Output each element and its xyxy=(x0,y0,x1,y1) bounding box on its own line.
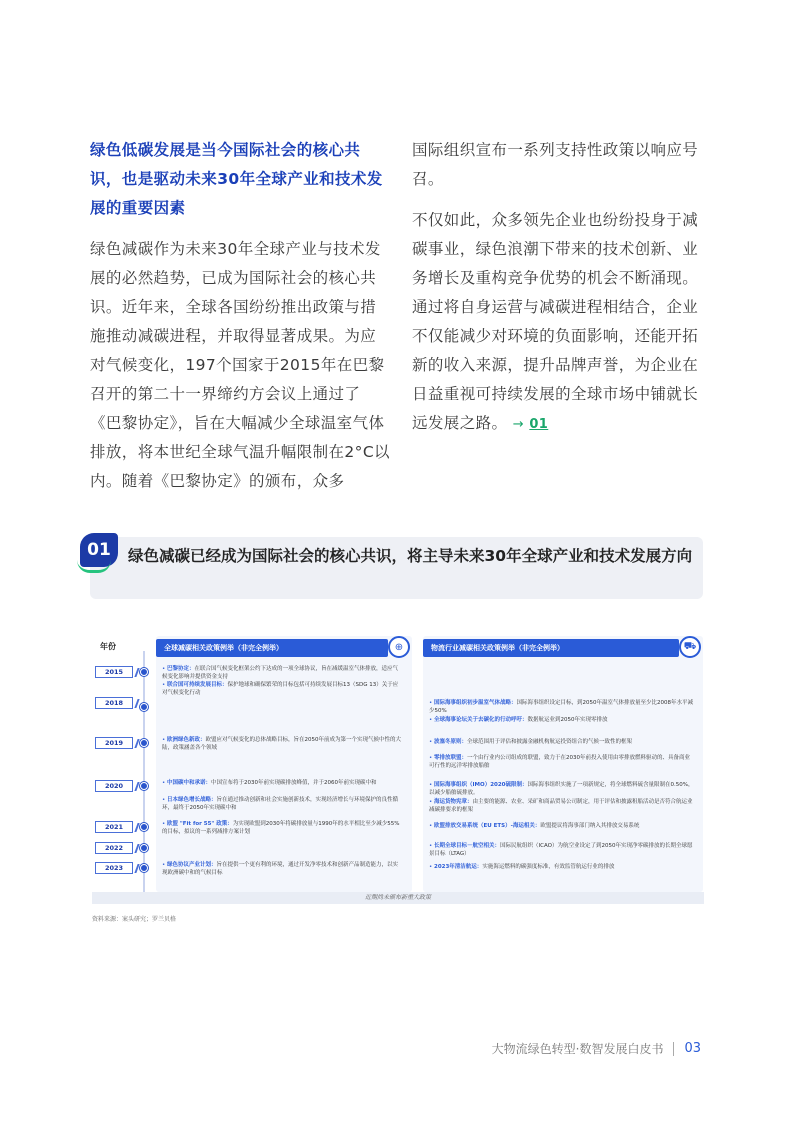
policy-entry: • 中国碳中和承诺：中国宣布将于2030年前实现碳排放峰值，并于2060年前实现碳中和 xyxy=(162,780,377,786)
policy-entry: • 2023年清洁航运：实施海运燃料的碳强度标准，有效监管航运行业的排放 xyxy=(429,864,615,870)
year-tag: 2022 xyxy=(95,842,133,854)
section-number-badge: 01 xyxy=(80,533,118,567)
timeline-dot xyxy=(140,782,148,790)
year-tag: 2021 xyxy=(95,821,133,833)
globe-icon: ⊕ xyxy=(388,636,410,658)
figure-caption: 近期尚未颁布新重大政策 xyxy=(92,892,704,904)
panel-title: 物流行业减碳相关政策例举（非完全例举） xyxy=(423,639,679,657)
year-tag: 2015 xyxy=(95,666,133,678)
policy-timeline-figure xyxy=(92,636,704,904)
global-policy-panel xyxy=(156,636,412,892)
truck-icon: ⛟ xyxy=(679,636,701,658)
reference-link[interactable]: 01 xyxy=(529,417,549,432)
policy-entry: • 国际海事组织初步温室气体战略：国际海事组织设定目标，到2050年温室气体排放量至少比2008年水平减少50% xyxy=(429,700,694,714)
policy-entry: • 日本绿色增长战略：旨在通过推动创新和社会实施创新技术，实现经济增长与环境保护的良性循环，最终于2050年实现碳中和 xyxy=(162,797,399,811)
body-paragraph-2 xyxy=(412,206,710,439)
body-paragraph-1: 国际组织宣布一系列支持性政策以响应号召。 xyxy=(412,141,699,188)
year-tag: 2018 xyxy=(95,697,133,709)
panel-title: 全球减碳相关政策例举（非完全例举） xyxy=(156,639,388,657)
left-column xyxy=(90,136,390,508)
body-paragraph-2-text: 不仅如此，众多领先企业也纷纷投身于减碳事业，绿色浪潮下带来的技术创新、业务增长及重构竞争优势的机会不断涌现。通过将自身运营与减碳进程相结合，企业不仅能减少对环境的负面影响，还能开拓新的收入来源，提升品牌声誉，为企业在日益重视可持续发展的全球市场中铺就长远发展之路。 xyxy=(412,211,699,432)
section-heading: 绿色低碳发展是当今国际社会的核心共识，也是驱动未来30年全球产业和技术发展的重要因素 xyxy=(90,141,383,217)
policy-entry: • 零排放联盟：一个由行业内公司组成的联盟，致力于在2030年前投入使用由零排放燃料驱动的、具备商业可行性的远洋零排放船舶 xyxy=(429,755,691,769)
policy-entry: • 全球海事论坛关于去碳化的行动呼吁：数据航运业到2050年实现零排放 xyxy=(429,717,608,723)
policy-entry: • 欧洲绿色新政：欧盟应对气候变化的总体战略目标，旨在2050年前成为第一个实现气候中性的大陆，政策涵盖各个领域 xyxy=(162,737,402,751)
policy-entry: • 长期全球目标－航空相关：国际民航组织（ICAO）为航空业设定了到2050年实现净零碳排放的长期全球愿景目标（LTAG） xyxy=(429,843,693,857)
timeline-dot xyxy=(140,739,148,747)
policy-entry: • 绿色协议产业计划：旨在提供一个更有利的环境，通过开发净零技术和创新产品制造能力，以实现欧洲碳中和的气候目标 xyxy=(162,862,399,876)
body-paragraph: 绿色减碳作为未来30年全球产业与技术发展的必然趋势，已成为国际社会的核心共识。近年来，全球各国纷纷推出政策与措施推动减碳进程，并取得显著成果。为应对气候变化，197个国家于2015年在巴黎召开的第二十一界缔约方会议上通过了《巴黎协定》，旨在大幅减少全球温室气体排放，将本世纪全球气温升幅限制在2°C以内。随着《巴黎协定》的颁布，众多 xyxy=(90,240,390,490)
year-tag: 2020 xyxy=(95,780,133,792)
policy-entry: • 欧盟 "Fit for 55" 政策：为实现欧盟到2030年将碳排放量与1990年的水平相比至少减少55%的目标，拟议的一系列减排方案计划 xyxy=(162,821,400,835)
right-column xyxy=(412,136,710,451)
timeline-dot xyxy=(140,823,148,831)
policy-entry: • 欧盟排放交易系统（EU ETS）-海运相关：欧盟提议将海事部门纳入其排放交易系统 xyxy=(429,823,640,829)
policy-entry: • 联合国可持续发展目标：保护地球和确保繁荣的目标包括可持续发展目标13（SDG 13）关于应对气候变化行动 xyxy=(162,682,399,696)
timeline-dot xyxy=(140,668,148,676)
year-tag: 2019 xyxy=(95,737,133,749)
policy-entry: • 国际海事组织（IMO）2020硫限制：国际海事组织实施了一项新规定，将全球燃料硫含量限制在0.50%，以减少船舶硫排放。 xyxy=(429,782,694,796)
page-number: 03 xyxy=(684,1041,701,1056)
section-title: 绿色减碳已经成为国际社会的核心共识，将主导未来30年全球产业和技术发展方向 xyxy=(128,547,693,565)
footer-title: 大物流绿色转型·数智发展白皮书 xyxy=(491,1042,664,1056)
page-footer xyxy=(492,1040,701,1057)
timeline-dot xyxy=(140,703,148,711)
link-arrow-icon: → xyxy=(512,417,525,432)
footer-divider xyxy=(673,1042,674,1056)
policy-entry: • 巴黎协定：在联合国气候变化框架公约下达成的一项全球协议，旨在减缓温室气体排放，适应气候变化影响并提供资金支持 xyxy=(162,666,399,680)
timeline-line xyxy=(143,651,145,896)
timeline-dot xyxy=(140,844,148,852)
source-note: 资料来源：案头研究；罗兰贝格 xyxy=(92,916,177,923)
year-tag: 2023 xyxy=(95,862,133,874)
policy-entry: • 波塞冬原则：全球范围用于评估和披露金融机构航运投资组合的气候一致性的框架 xyxy=(429,739,633,745)
logistics-policy-panel xyxy=(423,636,703,892)
timeline-dot xyxy=(140,864,148,872)
year-column-header: 年份 xyxy=(100,642,116,651)
policy-entry: • 海运货物宪章：由主要的能源、农业、采矿和商品贸易公司制定，用于评估和披露租船活动是否符合航运业减碳排要求的框架 xyxy=(429,799,693,813)
